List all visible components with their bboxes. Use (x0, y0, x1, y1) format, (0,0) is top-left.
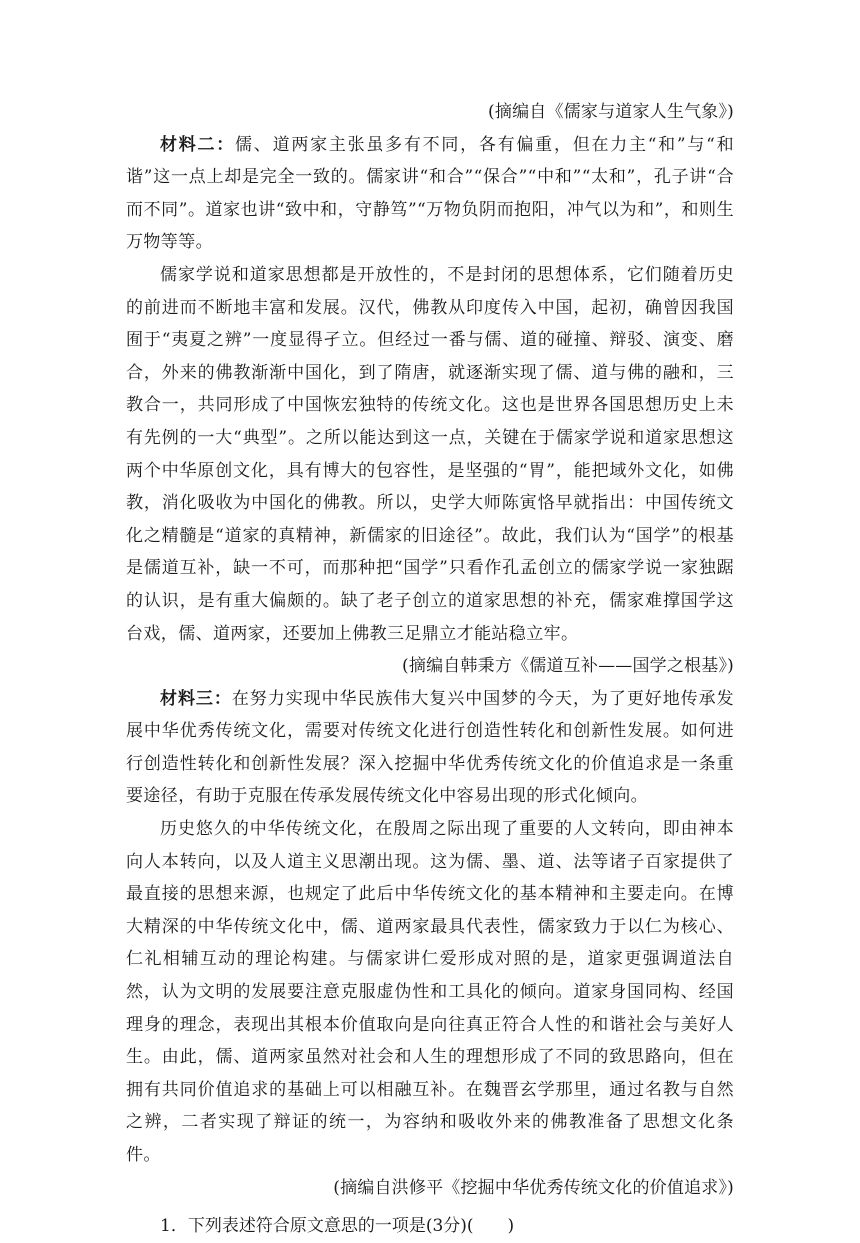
source-citation-1: (摘编自《儒家与道家人生气象》) (488, 102, 734, 122)
question-1: 1．下列表述符合原文意思的一项是(3分)( ) (160, 1216, 515, 1237)
material-3-text-1: 在努力实现中华民族伟大复兴中国梦的今天，为了更好地传承发展中华优秀传统文化，需要对传统文化进行创造性转化和创新性发展。如何进行创造性转化和创新性发展？深入挖掘中华优秀传统文化的价值追求是一条重要途径，有助于克服在传承发展传统文化中容易出现的形式化倾向。 (126, 688, 734, 807)
material-2-text-1: 儒、道两家主张虽多有不同，各有偏重，但在力主“和”与“和谐”这一点上却是完全一致的。儒家讲“和合”“保合”“中和”“太和”，孔子讲“合而不同”。道家也讲“致中和，守静笃”“万物负阴而抱阳，冲气以为和”，和则生万物等等。 (126, 134, 734, 253)
material-3-paragraph-2: 历史悠久的中华传统文化，在殷周之际出现了重要的人文转向，即由神本向人本转向，以及人道主义思潮出现。这为儒、墨、道、法等诸子百家提供了最直接的思想来源，也规定了此后中华传统文化的基本精神和主要走向。在博大精深的中华传统文化中，儒、道两家最具代表性，儒家致力于以仁为核心、仁礼相辅互动的理论构建。与儒家讲仁爱形成对照的是，道家更强调道法自然，认为文明的发展要注意克服虚伪性和工具化的倾向。道家身国同构、经国理身的理念，表现出其根本价值取向是向往真正符合人性的和谐社会与美好人生。由此，儒、道两家虽然对社会和人生的理想形成了不同的致思路向，但在拥有共同价值追求的基础上可以相融互补。在魏晋玄学那里，通过名教与自然之辨，二者实现了辩证的统一，为容纳和吸收外来的佛教准备了思想文化条件。 (126, 819, 734, 1165)
material-2-paragraph-2: 儒家学说和道家思想都是开放性的，不是封闭的思想体系，它们随着历史的前进而不断地丰富和发展。汉代，佛教从印度传入中国，起初，确曾因我国囿于“夷夏之辨”一度显得孑立。但经过一番与儒、道的碰撞、辩驳、演变、磨合，外来的佛教渐渐中国化，到了隋唐，就逐渐实现了儒、道与佛的融和，三教合一，共同形成了中国恢宏独特的传统文化。这也是世界各国思想历史上未有先例的一大“典型”。之所以能达到这一点，关键在于儒家学说和道家思想这两个中华原创文化，具有博大的包容性，是坚强的“胃”，能把域外文化，如佛教，消化吸收为中国化的佛教。所以，史学大师陈寅恪早就指出：中国传统文化之精髓是“道家的真精神，新儒家的旧途径”。故此，我们认为“国学”的根基是儒道互补，缺一不可，而那种把“国学”只看作孔孟创立的儒家学说一家独踞的认识，是有重大偏颇的。缺了老子创立的道家思想的补充，儒家难撑国学这台戏，儒、道两家，还要加上佛教三足鼎立才能站稳立牢。 (126, 264, 734, 644)
document-page (126, 96, 734, 1243)
material-2-paragraph-1 (126, 129, 734, 259)
material-3-paragraph-1 (126, 683, 734, 813)
material-3-label: 材料三： (160, 688, 232, 709)
material-2-label: 材料二： (160, 134, 236, 155)
source-citation-2: (摘编自韩秉方《儒道互补——国学之根基》) (402, 656, 734, 677)
source-citation-3: (摘编自洪修平《挖掘中华优秀传统文化的价值追求》) (333, 1177, 734, 1198)
